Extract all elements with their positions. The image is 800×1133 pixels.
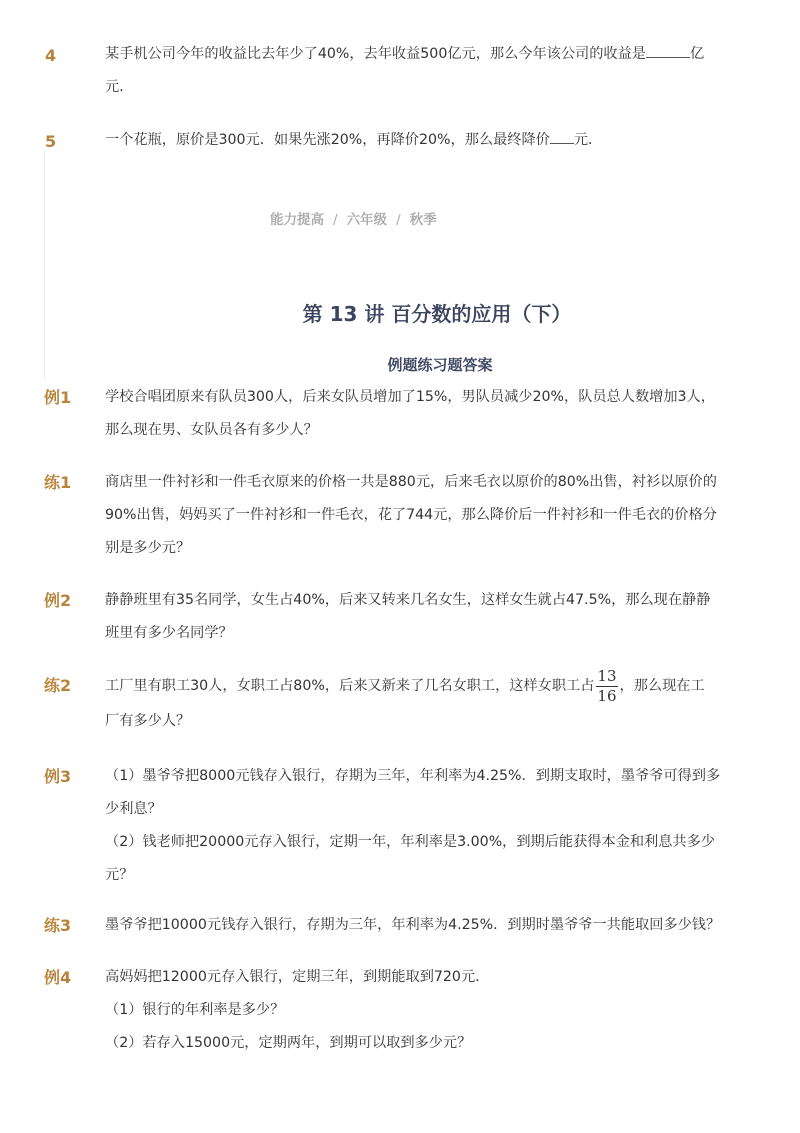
item-line: 工厂里有职工30人，女职工占80%，后来又新来了几名女职工，这样女职工占	[105, 678, 595, 694]
item-line: （1）银行的年利率是多少？	[105, 1002, 285, 1018]
item-label: 练3	[44, 916, 72, 935]
breadcrumb-item: 能力提高	[270, 212, 324, 228]
item-line: 别是多少元？	[105, 540, 191, 556]
item-line: 学校合唱团原来有队员300人，后来女队员增加了15%，男队员减少20%，队员总人数增加3人，	[105, 389, 715, 405]
question-number: 5	[45, 132, 57, 151]
item-line: 厂有多少人？	[105, 713, 191, 729]
item-text	[105, 961, 725, 1060]
item-line: 静静班里有35名同学，女生占40%，后来又转来几名女生，这样女生就占47.5%，那么现在静静	[105, 592, 711, 608]
item-text	[105, 466, 725, 565]
item-text	[105, 381, 725, 447]
item-line: 商店里一件衬衫和一件毛衣原来的价格一共是880元，后来毛衣以原价的80%出售，衬衫以原价的	[105, 474, 717, 490]
question-text	[105, 38, 725, 104]
margin-rule	[44, 150, 45, 380]
item-line: （2）钱老师把20000元存入银行，定期一年，年利率是3.00%，到期后能获得本金和利息共多少	[105, 834, 715, 850]
fraction-numerator: 13	[597, 666, 617, 685]
answer-blank[interactable]	[550, 127, 574, 144]
breadcrumb-item: 六年级	[346, 212, 388, 228]
item-line: 班里有多少名同学？	[105, 625, 233, 641]
item-line: 墨爷爷把10000元钱存入银行，存期为三年，年利率为4.25%．到期时墨爷爷一共能取回多少钱？	[105, 917, 721, 933]
question-line: 元．	[573, 132, 603, 148]
item-label: 练2	[44, 676, 72, 695]
item-line: 元？	[105, 867, 134, 883]
question-line: 一个花瓶，原价是300元．如果先涨20%，再降价20%，那么最终降价	[105, 132, 550, 148]
item-label: 例2	[44, 591, 72, 610]
breadcrumb-item: 秋季	[409, 212, 437, 228]
lesson-title: 第 13 讲 百分数的应用（下）	[302, 302, 572, 326]
breadcrumb-separator: /	[396, 212, 401, 228]
question-line: 元．	[105, 79, 134, 95]
item-label: 例1	[44, 388, 72, 407]
item-text	[105, 760, 725, 892]
item-label: 练1	[44, 473, 72, 492]
breadcrumb-separator: /	[333, 212, 338, 228]
item-label: 例4	[44, 968, 72, 987]
item-line: 那么现在男、女队员各有多少人？	[105, 422, 318, 438]
item-text	[105, 664, 725, 734]
question-line: 某手机公司今年的收益比去年少了40%，去年收益500亿元，那么今年该公司的收益是	[105, 46, 646, 62]
breadcrumb	[270, 208, 437, 228]
item-line: （1）墨爷爷把8000元钱存入银行，存期为三年，年利率为4.25%．到期支取时，墨爷爷可得到多	[105, 768, 721, 784]
question-text	[105, 124, 725, 157]
item-line: 高妈妈把12000元存入银行，定期三年，到期能取到720元．	[105, 969, 490, 985]
question-line: 亿	[690, 46, 705, 62]
question-number: 4	[45, 46, 57, 65]
answer-blank[interactable]	[646, 41, 690, 58]
item-text	[105, 909, 725, 942]
fraction-denominator: 16	[597, 686, 617, 705]
item-line: ，那么现在工	[619, 678, 705, 694]
item-label: 例3	[44, 767, 72, 786]
section-subtitle: 例题练习题答案	[387, 356, 493, 374]
item-text	[105, 584, 725, 650]
fraction	[596, 667, 617, 706]
item-line: 90%出售，妈妈买了一件衬衫和一件毛衣，花了744元，那么降价后一件衬衫和一件毛衣的价格分	[105, 507, 717, 523]
item-line: （2）若存入15000元，定期两年，到期可以取到多少元？	[105, 1035, 472, 1051]
item-line: 少利息？	[105, 801, 162, 817]
